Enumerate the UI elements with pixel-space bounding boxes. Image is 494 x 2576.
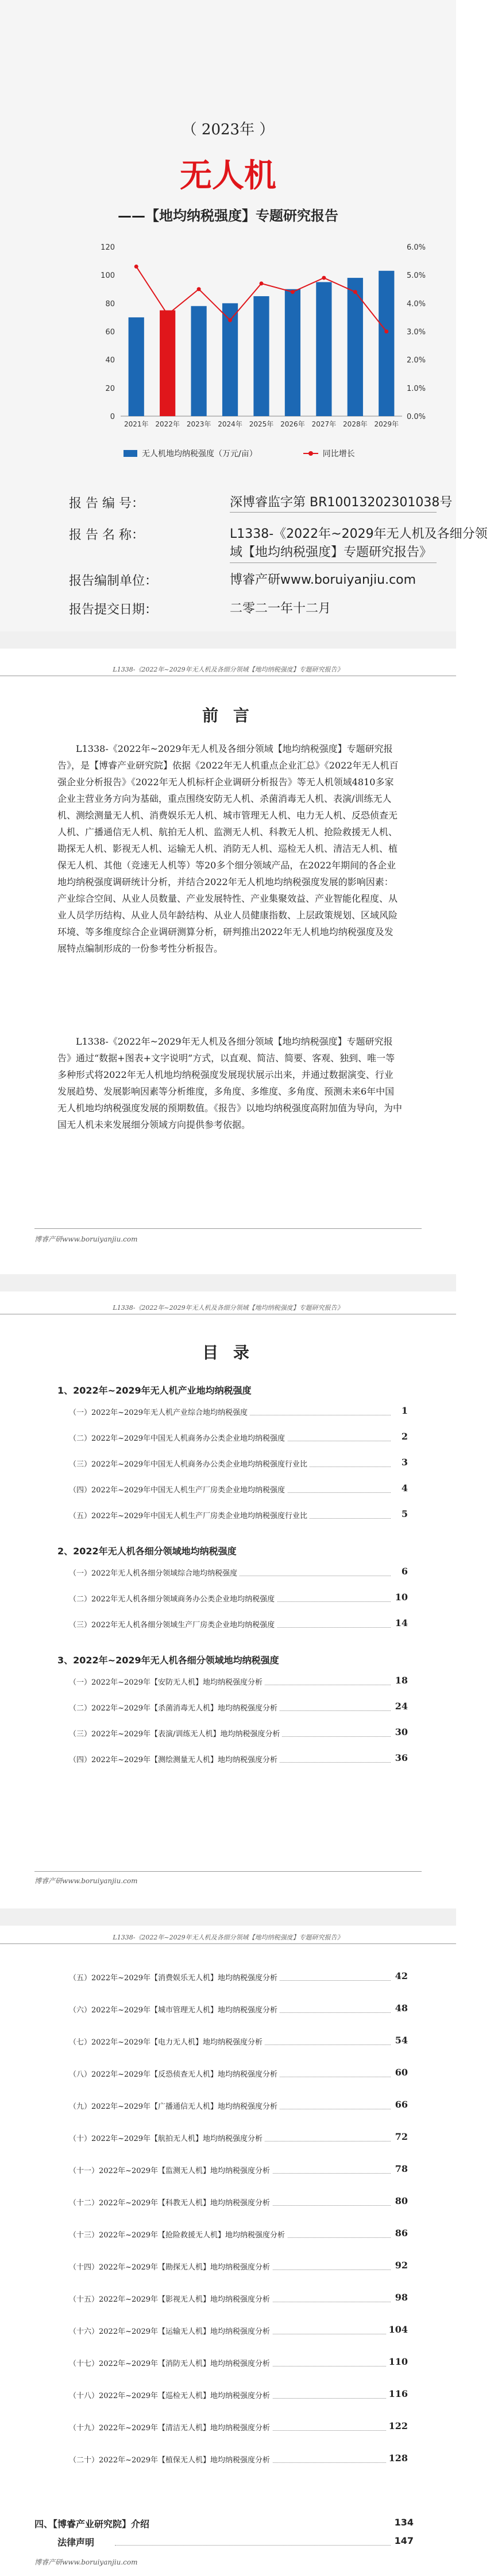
toc-item[interactable] — [69, 1510, 408, 1521]
divider — [230, 512, 437, 513]
toc-item[interactable] — [69, 1728, 408, 1739]
toc-item-title: （三）2022年~2029年中国无人机商务办公类企业地均纳税强度行业比 — [69, 1460, 310, 1469]
x-tick-label: 2029年 — [374, 420, 399, 428]
toc-item-page: 48 — [393, 2003, 408, 2014]
toc-item[interactable] — [69, 2454, 408, 2465]
toc-item-title: （三）2022年~2029年【表演/训练无人机】地均纳税强度分析 — [69, 1730, 282, 1739]
toc-item-page: 5 — [399, 1508, 408, 1519]
growth-point — [260, 281, 264, 285]
legend-line: 同比增长 — [303, 448, 355, 459]
y-right-tick-label: 0.0% — [407, 413, 426, 421]
toc-item[interactable] — [69, 1702, 408, 1713]
toc-item-page: 3 — [399, 1457, 408, 1468]
toc-item[interactable] — [69, 2422, 408, 2433]
report-org: 博睿产研www.boruiyanjiu.com — [230, 573, 416, 587]
toc-section-2[interactable]: 2、2022年无人机各细分领域地均纳税强度 — [57, 1546, 237, 1557]
toc-item-page: 128 — [387, 2453, 408, 2464]
toc-section-5[interactable]: 法律声明 147 — [57, 2535, 414, 2548]
toc-item-page: 78 — [393, 2163, 408, 2174]
toc-item-title: （一）2022年无人机各细分领域综合地均纳税强度 — [69, 1569, 240, 1578]
toc-item[interactable] — [69, 2197, 408, 2208]
toc-item-title: （十二）2022年~2029年【科教无人机】地均纳税强度分析 — [69, 2199, 272, 2208]
legend-bar: 无人机地均纳税强度（万元/亩） — [124, 448, 257, 459]
preface-page — [0, 649, 456, 1274]
page-header: L1338-《2022年~2029年无人机及各细分领域【地均纳税强度】专题研究报告》 — [0, 1303, 456, 1314]
page-gap — [0, 1908, 456, 1926]
report-org-row — [69, 571, 416, 589]
toc-item-page: 24 — [393, 1701, 408, 1712]
toc-item[interactable] — [69, 2357, 408, 2369]
toc-item-page: 42 — [393, 1970, 408, 1981]
toc-item-page: 110 — [387, 2356, 408, 2367]
page-header: L1338-《2022年~2029年无人机及各细分领域【地均纳税强度】专题研究报告》 — [0, 665, 456, 676]
toc-item[interactable] — [69, 2036, 408, 2047]
toc-item-title: （十五）2022年~2029年【影视无人机】地均纳税强度分析 — [69, 2295, 272, 2304]
toc-item-page: 36 — [393, 1752, 408, 1763]
toc-item-page: 6 — [399, 1566, 408, 1577]
bar — [379, 271, 394, 416]
y-left-tick-label: 20 — [105, 384, 115, 393]
report-name-label: 报 告 名 称： — [69, 528, 144, 542]
toc-item-title: （六）2022年~2029年【城市管理无人机】地均纳税强度分析 — [69, 2006, 280, 2015]
y-right-tick-label: 2.0% — [407, 356, 426, 365]
toc-item[interactable] — [69, 1972, 408, 1983]
toc-item[interactable] — [69, 2261, 408, 2272]
toc-item-title: （四）2022年~2029年中国无人机生产厂房类企业地均纳税强度 — [69, 1486, 287, 1495]
toc-item-page: 116 — [387, 2388, 408, 2399]
cover-page — [0, 0, 488, 631]
report-name: L1338-《2022年~2029年无人机及各细分领域【地均纳税强度】专题研究报告》 — [230, 527, 488, 560]
toc-item-page: 122 — [387, 2420, 408, 2431]
growth-point — [197, 287, 201, 291]
toc-item-title: （十一）2022年~2029年【监测无人机】地均纳税强度分析 — [69, 2167, 272, 2175]
toc-item[interactable] — [69, 2068, 408, 2080]
toc-item-page: 60 — [393, 2067, 408, 2078]
report-date: 二零二一年十二月 — [230, 602, 331, 616]
toc-item[interactable] — [69, 2389, 408, 2401]
y-right-tick-label: 3.0% — [407, 328, 426, 337]
x-tick-label: 2025年 — [249, 420, 274, 428]
toc-item-title: （十四）2022年~2029年【勘探无人机】地均纳税强度分析 — [69, 2263, 272, 2272]
growth-point — [291, 290, 295, 294]
toc-section-4[interactable]: 四、【博睿产业研究院】介绍 134 — [34, 2517, 414, 2530]
footer-line — [34, 1228, 422, 1229]
y-right-tick-label: 6.0% — [407, 243, 426, 252]
page-footer: 博睿产研www.boruiyanjiu.com — [34, 1235, 138, 1243]
toc-item-page: 104 — [387, 2324, 408, 2335]
toc-item-title: （八）2022年~2029年【反恐侦查无人机】地均纳税强度分析 — [69, 2070, 280, 2079]
toc-item[interactable] — [69, 2229, 408, 2240]
toc-item-page: 98 — [393, 2292, 408, 2303]
toc-section-4-page: 134 — [394, 2517, 414, 2528]
toc-item[interactable] — [69, 2325, 408, 2337]
toc-item-page: 80 — [393, 2195, 408, 2206]
y-right-tick-label: 1.0% — [407, 384, 426, 393]
y-left-tick-label: 0 — [110, 413, 115, 421]
toc-item-page: 86 — [393, 2228, 408, 2239]
growth-point — [322, 276, 326, 280]
chart-legend — [124, 448, 355, 459]
bar — [129, 317, 144, 416]
page-footer: 博睿产研www.boruiyanjiu.com — [34, 1877, 138, 1885]
toc-item-title: （九）2022年~2029年【广播通信无人机】地均纳税强度分析 — [69, 2102, 280, 2111]
preface-paragraph-1: L1338-《2022年~2029年无人机及各细分领域【地均纳税强度】专题研究报告》，是【博睿产业研究院】依据《2022年无人机重点企业汇总》《2022年无人机百强企业分析报告》《2022年无人机标杆企业调研分析报告》等无人机领域4810多家企业主营业务方向为基础，重点围绕安防无人机、杀菌消毒无人机、表演/训练无人机、测绘测量无人机、消费娱乐无人机、城市管理无人机、电力无人机、反恐侦查无人机、广播通信无人机、航拍无人机、监测无人机、科教无人机、抢险救援无人机、勘探无人机、影视无人机、运输无人机、消防无人机、巡检无人机、清洁无人机、植保无人机、其他（竞速无人机等）等20多个细分领域产品，在2022年期间的各企业地均纳税强度调研统计分析，并结合2022年无人机地均纳税强度发展的影响因素：产业综合空间、从业人员数量、产业发展特性、产业集聚效益、产业智能化程度、从业人员学历结构、从业人员年龄结构、从业人员健康指数、上层政策规划、区域风险环境、等多维度综合企业调研测算分析，研判推出2022年无人机地均纳税强度及发展特点编制形成的一份参考性分析报告。 — [57, 743, 399, 954]
growth-point — [165, 313, 169, 317]
toc-item-title: （五）2022年~2029年中国无人机生产厂房类企业地均纳税强度行业比 — [69, 1512, 310, 1520]
x-tick-label: 2023年 — [186, 420, 211, 428]
toc-item-page: 4 — [399, 1483, 408, 1493]
toc-item-page: 14 — [393, 1617, 408, 1628]
toc-item-title: （十）2022年~2029年【航拍无人机】地均纳税强度分析 — [69, 2135, 265, 2143]
toc-item-title: （十三）2022年~2029年【抢险救援无人机】地均纳税强度分析 — [69, 2231, 287, 2240]
y-left-tick-label: 100 — [101, 271, 115, 281]
toc-item[interactable] — [69, 1619, 408, 1630]
footer-line — [34, 1871, 422, 1872]
toc-page-2 — [0, 1926, 456, 2576]
report-date-label: 报告提交日期： — [69, 603, 158, 617]
y-left-tick-label: 60 — [105, 328, 115, 337]
growth-point — [228, 318, 232, 322]
divider — [230, 562, 437, 563]
toc-item-page: 54 — [393, 2035, 408, 2046]
toc-item-title: （二十）2022年~2029年【植保无人机】地均纳税强度分析 — [69, 2456, 272, 2465]
page-gap — [0, 1274, 456, 1291]
x-tick-label: 2024年 — [218, 420, 242, 428]
bar — [253, 296, 269, 416]
x-tick-label: 2022年 — [155, 420, 180, 428]
y-left-tick-label: 120 — [101, 243, 115, 252]
growth-point — [384, 329, 388, 333]
report-number-label: 报 告 编 号： — [69, 496, 144, 511]
report-org-label: 报告编制单位： — [69, 574, 158, 588]
toc-item[interactable] — [69, 2293, 408, 2305]
toc-item-page: 72 — [393, 2131, 408, 2142]
page-footer: 博睿产研www.boruiyanjiu.com — [34, 2558, 138, 2566]
report-name-row — [69, 525, 488, 560]
bar — [191, 306, 207, 416]
toc-title: 目 录 — [202, 1343, 254, 1362]
preface-paragraph-2: L1338-《2022年~2029年无人机及各细分领域【地均纳税强度】专题研究报告》通过“数据+图表+文字说明”方式，以直观、简洁、简要、客观、独到、唯一等多种形式将2022年无人机地均纳税强度发展现状展示出来，并通过数据演变、行业发展趋势、发展影响因素等分析维度，多角度、多维度、多角度、预测未来6年中国无人机地均纳税强度发展的预期数值。《报告》以地均纳税强度高附加值为导向，为中国无人机未来发展细分领域方向提供参考依据。 — [57, 1036, 403, 1130]
cover-year: （ 2023年 ） — [182, 121, 275, 138]
toc-item[interactable] — [69, 1676, 408, 1687]
toc-item-title: （二）2022年~2029年中国无人机商务办公类企业地均纳税强度 — [69, 1434, 287, 1443]
toc-item-title: （五）2022年~2029年【消费娱乐无人机】地均纳税强度分析 — [69, 1974, 280, 1983]
toc-item[interactable] — [69, 2164, 408, 2176]
report-number: 深博睿监字第 BR10013202301038号 — [230, 495, 453, 510]
cover-title: 无人机 — [180, 157, 276, 195]
x-tick-label: 2026年 — [280, 420, 305, 428]
page-gap — [0, 631, 456, 649]
growth-point — [134, 265, 138, 269]
toc-item-title: （一）2022年~2029年【安防无人机】地均纳税强度分析 — [69, 1678, 265, 1687]
x-tick-label: 2028年 — [343, 420, 368, 428]
cover-chart — [0, 235, 456, 442]
y-left-tick-label: 80 — [105, 300, 115, 309]
toc-item-title: （四）2022年~2029年【测绘测量无人机】地均纳税强度分析 — [69, 1756, 280, 1764]
preface-title: 前 言 — [202, 706, 254, 725]
toc-item[interactable] — [69, 2100, 408, 2112]
x-tick-label: 2021年 — [124, 420, 149, 428]
toc-page-1 — [0, 1291, 456, 1908]
toc-item-page: 66 — [393, 2099, 408, 2110]
toc-item-title: （三）2022年无人机各细分领域生产厂房类企业地均纳税强度 — [69, 1621, 277, 1630]
toc-section-1[interactable]: 1、2022年~2029年无人机产业地均纳税强度 — [57, 1385, 252, 1396]
report-date-row — [69, 600, 331, 618]
toc-item[interactable] — [69, 2132, 408, 2144]
toc-item-page: 92 — [393, 2260, 408, 2271]
y-right-tick-label: 4.0% — [407, 300, 426, 309]
toc-item[interactable] — [69, 1458, 408, 1469]
toc-section-5-page: 147 — [394, 2535, 414, 2546]
toc-item-page: 10 — [393, 1592, 408, 1603]
toc-item-title: （十六）2022年~2029年【运输无人机】地均纳税强度分析 — [69, 2327, 272, 2336]
bar-highlight — [160, 311, 175, 416]
toc-item-title: （一）2022年~2029年无人机产业综合地均纳税强度 — [69, 1409, 250, 1417]
x-tick-label: 2027年 — [311, 420, 337, 428]
toc-item-title: （十八）2022年~2029年【巡检无人机】地均纳税强度分析 — [69, 2392, 272, 2400]
toc-item-title: （七）2022年~2029年【电力无人机】地均纳税强度分析 — [69, 2038, 265, 2047]
growth-point — [353, 290, 357, 294]
page-header: L1338-《2022年~2029年无人机及各细分领域【地均纳税强度】专题研究报告》 — [0, 1933, 456, 1944]
toc-item[interactable] — [69, 1567, 408, 1578]
toc-item[interactable] — [69, 1593, 408, 1604]
toc-item-page: 2 — [399, 1431, 408, 1442]
toc-item-title: （二）2022年无人机各细分领域商务办公类企业地均纳税强度 — [69, 1595, 277, 1604]
toc-item-page: 1 — [399, 1405, 408, 1416]
toc-item-title: （二）2022年~2029年【杀菌消毒无人机】地均纳税强度分析 — [69, 1704, 280, 1713]
toc-item[interactable] — [69, 1753, 408, 1765]
bar — [316, 282, 331, 416]
toc-item[interactable] — [69, 1484, 408, 1495]
toc-item-page: 30 — [393, 1727, 408, 1737]
toc-item[interactable] — [69, 1406, 408, 1418]
y-right-tick-label: 5.0% — [407, 271, 426, 281]
y-left-tick-label: 40 — [105, 356, 115, 365]
toc-item-page: 18 — [393, 1675, 408, 1686]
toc-item-title: （十七）2022年~2029年【消防无人机】地均纳税强度分析 — [69, 2360, 272, 2368]
toc-item[interactable] — [69, 2004, 408, 2015]
toc-item[interactable] — [69, 1432, 408, 1444]
cover-subtitle: ——【地均纳税强度】专题研究报告 — [118, 208, 338, 224]
bar — [285, 289, 300, 416]
toc-section-3[interactable]: 3、2022年~2029年无人机各细分领域地均纳税强度 — [57, 1655, 279, 1666]
report-number-row — [69, 494, 453, 511]
toc-item-title: （十九）2022年~2029年【清洁无人机】地均纳税强度分析 — [69, 2424, 272, 2433]
